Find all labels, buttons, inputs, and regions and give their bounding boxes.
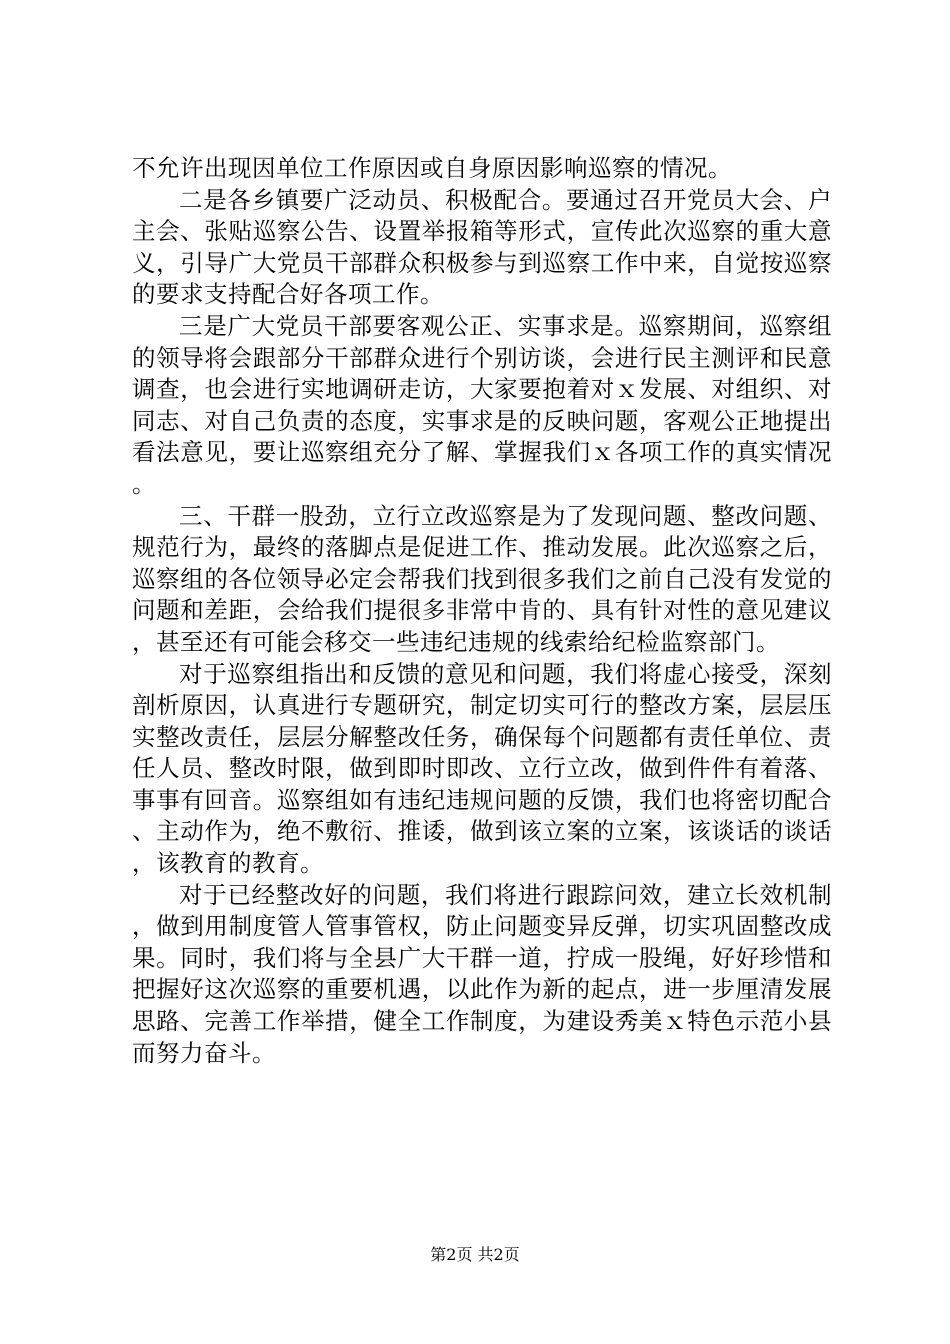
paragraph-section-three: 三、干群一股劲，立行立改巡察是为了发现问题、整改问题、规范行为，最终的落脚点是促进工作、推动发展。此次巡察之后，巡察组的各位领导必定会帮我们找到很多我们之前自己没有发觉的问题和差距，会给我们提很多非常中肯的、具有针对性的意见建议，甚至还有可能会移交一些违纪违规的线索给纪检监察部门。 — [132, 501, 832, 656]
paragraph-follow-up: 对于已经整改好的问题，我们将进行跟踪问效，建立长效机制，做到用制度管人管事管权，防止问题变异反弹，切实巩固整改成果。同时，我们将与全县广大干群一道，拧成一股绳，好好珍惜和把握好这次巡察的重要机遇，以此作为新的起点，进一步厘清发展思路、完善工作举措，健全工作制度，为建设秀美ｘ特色示范小县而努力奋斗。 — [132, 880, 832, 1067]
paragraph-mobilization: 二是各乡镇要广泛动员、积极配合。要通过召开党员大会、户主会、张贴巡察公告、设置举报箱等形式，宣传此次巡察的重大意义，引导广大党员干部群众积极参与到巡察工作中来，自觉按巡察的要求支持配合好各项工作。 — [132, 185, 832, 309]
document-body — [132, 153, 832, 1069]
paragraph-continuation: 不允许出现因单位工作原因或自身原因影响巡察的情况。 — [132, 154, 732, 182]
paragraph-objectivity: 三是广大党员干部要客观公正、实事求是。巡察期间，巡察组的领导将会跟部分干部群众进行个别访谈，会进行民主测评和民意调查，也会进行实地调研走访，大家要抱着对ｘ发展、对组织、对同志、对自己负责的态度，实事求是的反映问题，客观公正地提出看法意见，要让巡察组充分了解、掌握我们ｘ各项工作的真实情况。 — [132, 311, 832, 498]
paragraph-feedback-response: 对于巡察组指出和反馈的意见和问题，我们将虚心接受，深刻剖析原因，认真进行专题研究，制定切实可行的整改方案，层层压实整改责任，层层分解整改任务，确保每个问题都有责任单位、责任人员、整改时限，做到即时即改、立行立改，做到件件有着落、事事有回音。巡察组如有违纪违规问题的反馈，我们也将密切配合、主动作为，绝不敷衍、推诿，做到该立案的立案，该谈话的谈话，该教育的教育。 — [132, 659, 832, 878]
page-number-footer: 第2页 共2页 — [430, 1245, 520, 1264]
